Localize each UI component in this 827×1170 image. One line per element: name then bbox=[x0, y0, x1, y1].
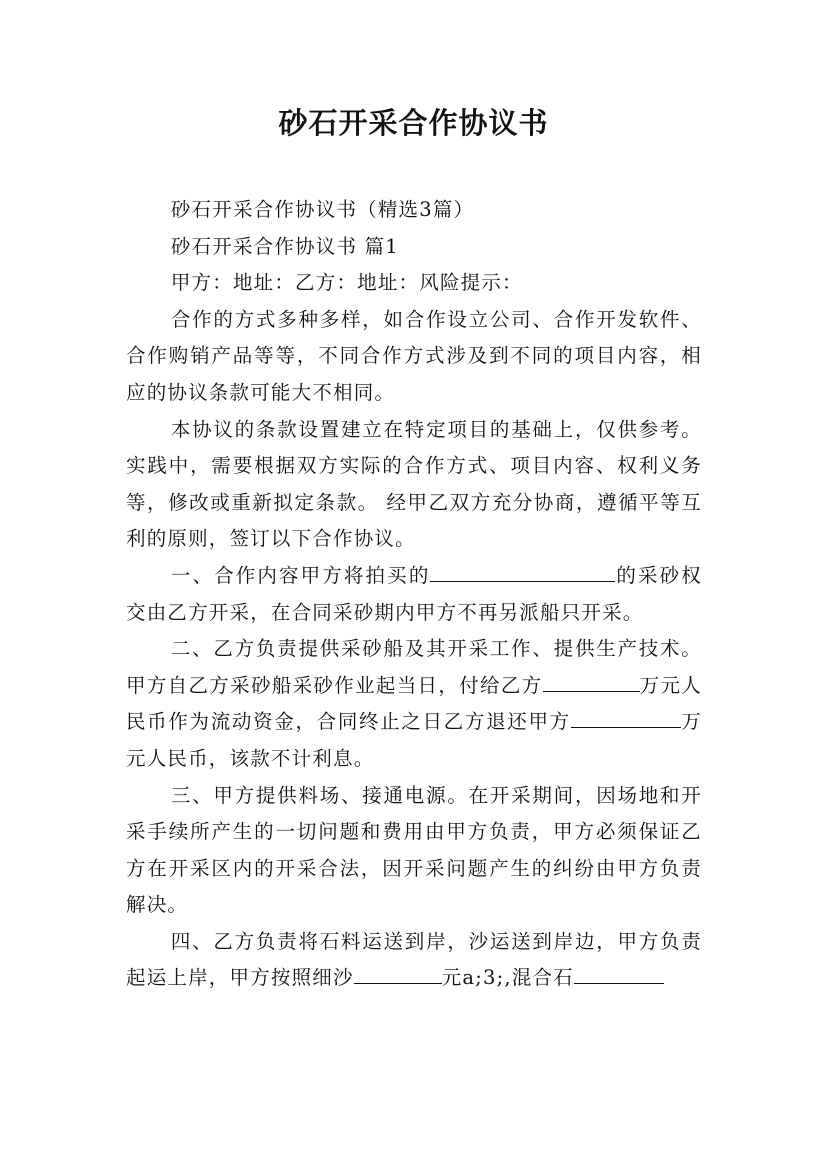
clause-2-text-b: 万元人民币作为流动资金，合同终止之日乙方退还甲方 bbox=[126, 673, 702, 734]
risk-paragraph-1: 合作的方式多种多样，如合作设立公司、合作开发软件、合作购销产品等等，不同合作方式涉及到不同的项目内容，相应的协议条款可能大不相同。 bbox=[126, 307, 702, 404]
parties-line: 甲方：地址：乙方：地址：风险提示： bbox=[170, 271, 523, 295]
section-heading: 砂石开采合作协议书 篇1 bbox=[170, 234, 399, 258]
clause-4-text-a: 四、乙方负责将石料运送到岸，沙运送到岸边，甲方负责起运上岸，甲方按照细沙 bbox=[126, 929, 702, 990]
fill-blank bbox=[574, 963, 664, 984]
clause-3: 三、甲方提供料场、接通电源。在开采期间，因场地和开采手续所产生的一切问题和费用由甲方负责，甲方必须保证乙方在开采区内的开采合法，因开采问题产生的纠纷由甲方负责解决。 bbox=[126, 783, 702, 917]
clause-1 bbox=[126, 558, 702, 631]
fill-blank bbox=[430, 560, 615, 581]
fill-blank bbox=[571, 707, 681, 728]
subtitle-paragraph: 砂石开采合作协议书（精选3篇） bbox=[170, 198, 475, 221]
clause-1-text-b: 的采砂权交由乙方开采，在合同采砂期内甲方不再另派船只开采。 bbox=[126, 563, 702, 624]
fill-blank bbox=[543, 670, 640, 691]
clause-4-text-b: 元a;3;,混合石 bbox=[441, 966, 574, 990]
clause-2-text-c: 万元人民币，该款不计利息。 bbox=[126, 710, 702, 770]
risk-paragraph-2: 本协议的条款设置建立在特定项目的基础上，仅供参考。实践中，需要根据双方实际的合作方式、项目内容、权利义务等，修改或重新拟定条款。 经甲乙双方充分协商，遵循平等互利的原则，签订以下合作协议。 bbox=[126, 417, 702, 551]
clause-4 bbox=[126, 924, 702, 997]
clause-2 bbox=[126, 631, 702, 777]
clause-2-text-a: 二、乙方负责提供采砂船及其开采工作、提供生产技术。甲方自乙方采砂船采砂作业起当日，付给乙方 bbox=[126, 637, 702, 697]
document-title: 砂石开采合作协议书 bbox=[278, 106, 549, 140]
document-body bbox=[126, 192, 702, 997]
clause-1-text-a: 一、合作内容甲方将拍买的 bbox=[170, 563, 431, 587]
fill-blank bbox=[354, 963, 442, 984]
